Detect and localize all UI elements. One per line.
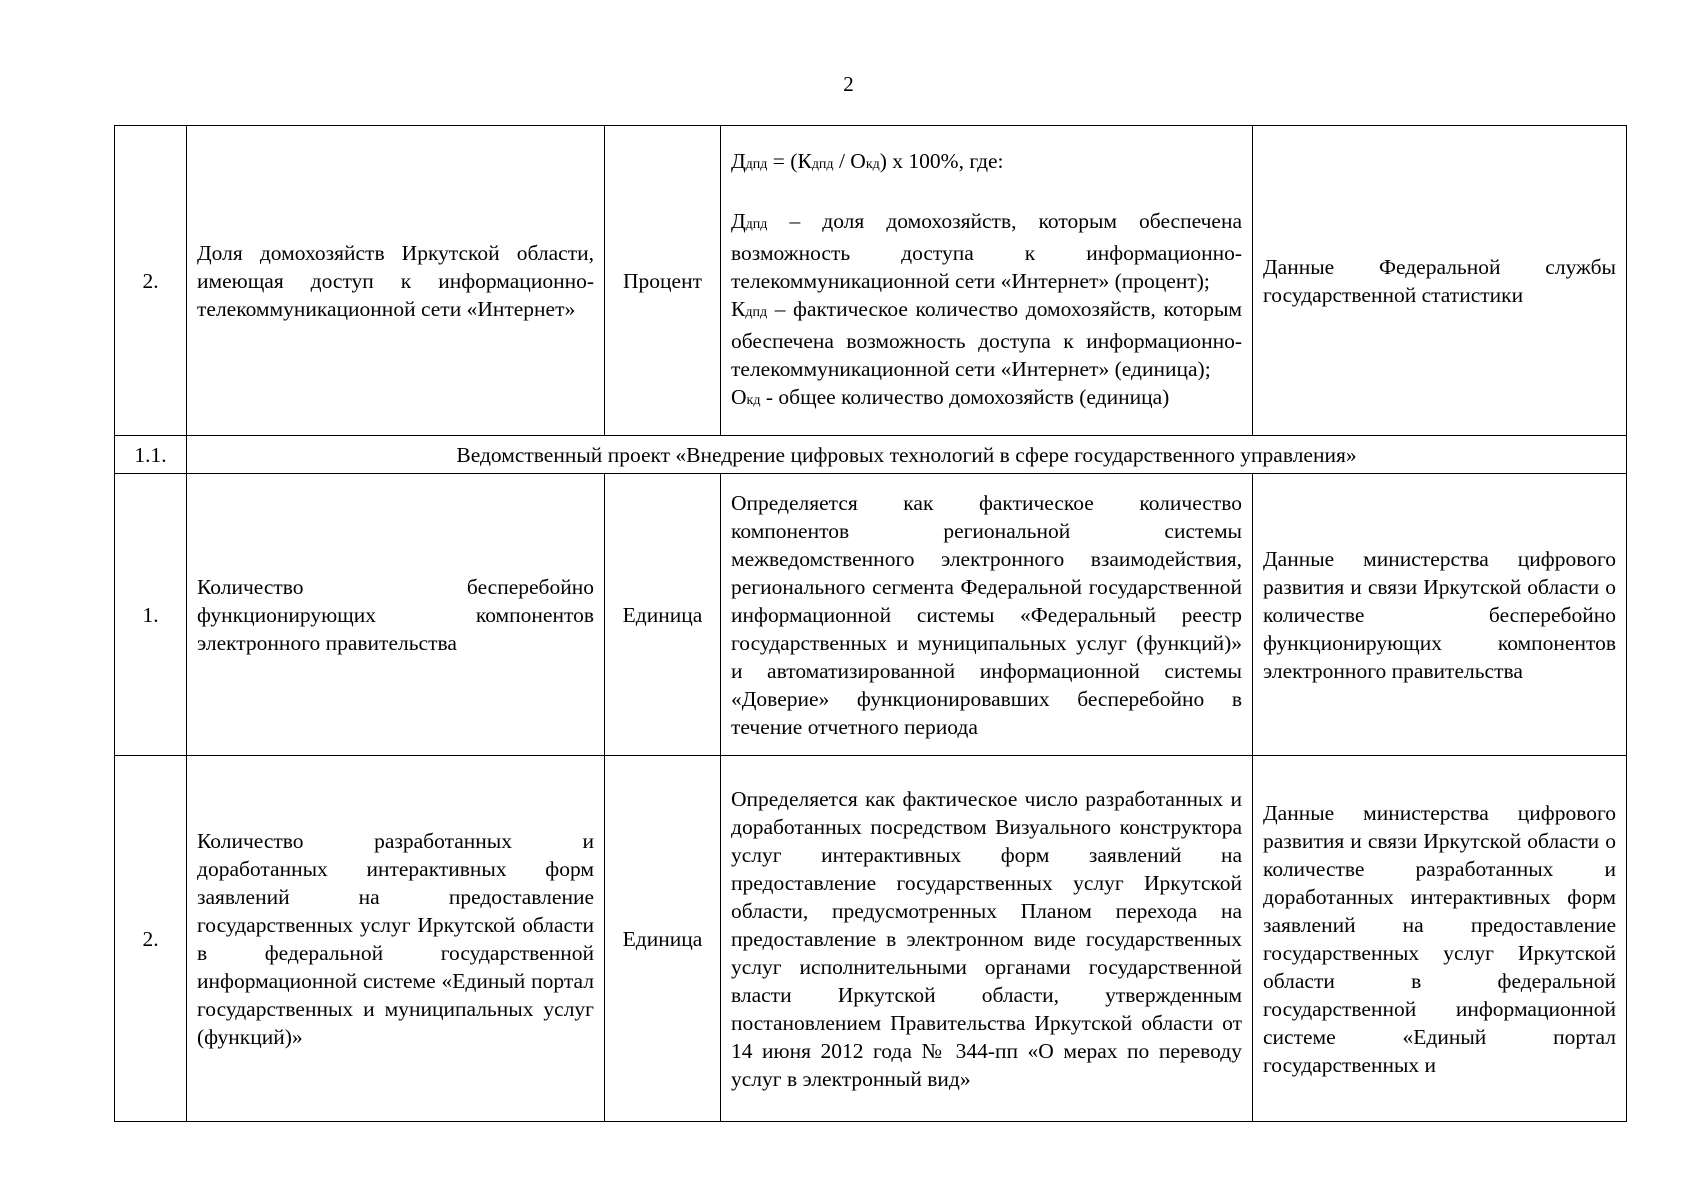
unit-of-measure: Единица (605, 474, 721, 756)
indicator-name: Количество разработанных и доработанных интерактивных форм заявлений на предоставление государственных услуг Иркутской области в федеральной государственной информационной системе «Единый портал государственных и муниципальных услуг (функций)» (187, 756, 605, 1122)
unit-of-measure: Процент (605, 126, 721, 436)
unit-of-measure: Единица (605, 756, 721, 1122)
table-row (115, 756, 1627, 1122)
calculation-method: Определяется как фактическое количество компонентов региональной системы межведомственного электронного взаимодействия, регионального сегмента Федеральной государственной информационной системы «Федеральный реестр государственных и муниципальных услуг (функций)» и автоматизированной информационной системы «Доверие» функционировавших бесперебойно в течение отчетного периода (721, 474, 1253, 756)
indicator-name: Доля домохозяйств Иркутской области, имеющая доступ к информационно-телекоммуникационной сети «Интернет» (187, 126, 605, 436)
data-source: Данные Федеральной службы государственной статистики (1253, 126, 1627, 436)
section-row (115, 436, 1627, 474)
table-row (115, 126, 1627, 436)
indicators-table (114, 125, 1627, 1122)
definition-1: Ддпд – доля домохозяйств, которым обеспечена возможность доступа к информационно-телекоммуникационной сети «Интернет» (процент); (731, 208, 1242, 293)
calculation-method (721, 126, 1253, 436)
section-number: 1.1. (115, 436, 187, 474)
page-number: 2 (843, 72, 854, 96)
indicator-name: Количество бесперебойно функционирующих компонентов электронного правительства (187, 474, 605, 756)
definition-3: Окд - общее количество домохозяйств (единица) (731, 384, 1170, 409)
formula-line: Ддпд = (Кдпд / Окд) х 100%, где: (731, 148, 1004, 173)
table-row (115, 474, 1627, 756)
calculation-method: Определяется как фактическое число разработанных и доработанных посредством Визуального конструктора услуг интерактивных форм заявлений на предоставление государственных услуг Иркутской области, предусмотренных Планом перехода на предоставление в электронном виде государственных услуг исполнительными органами государственной власти Иркутской области, утвержденным постановлением Правительства Иркутской области от 14 июня 2012 года № 344-пп «О мерах по переводу услуг в электронный вид» (721, 756, 1253, 1122)
section-title: Ведомственный проект «Внедрение цифровых технологий в сфере государственного управления» (187, 436, 1627, 474)
row-number: 2. (115, 756, 187, 1122)
row-number: 1. (115, 474, 187, 756)
row-number: 2. (115, 126, 187, 436)
definition-2: Кдпд – фактическое количество домохозяйств, которым обеспечена возможность доступа к информационно-телекоммуникационной сети «Интернет» (единица); (731, 296, 1242, 381)
data-source: Данные министерства цифрового развития и связи Иркутской области о количестве разработанных и доработанных интерактивных форм заявлений на предоставление государственных услуг Иркутской области в федеральной государственной информационной системе «Единый портал государственных и (1253, 756, 1627, 1122)
data-source: Данные министерства цифрового развития и связи Иркутской области о количестве бесперебойно функционирующих компонентов электронного правительства (1253, 474, 1627, 756)
